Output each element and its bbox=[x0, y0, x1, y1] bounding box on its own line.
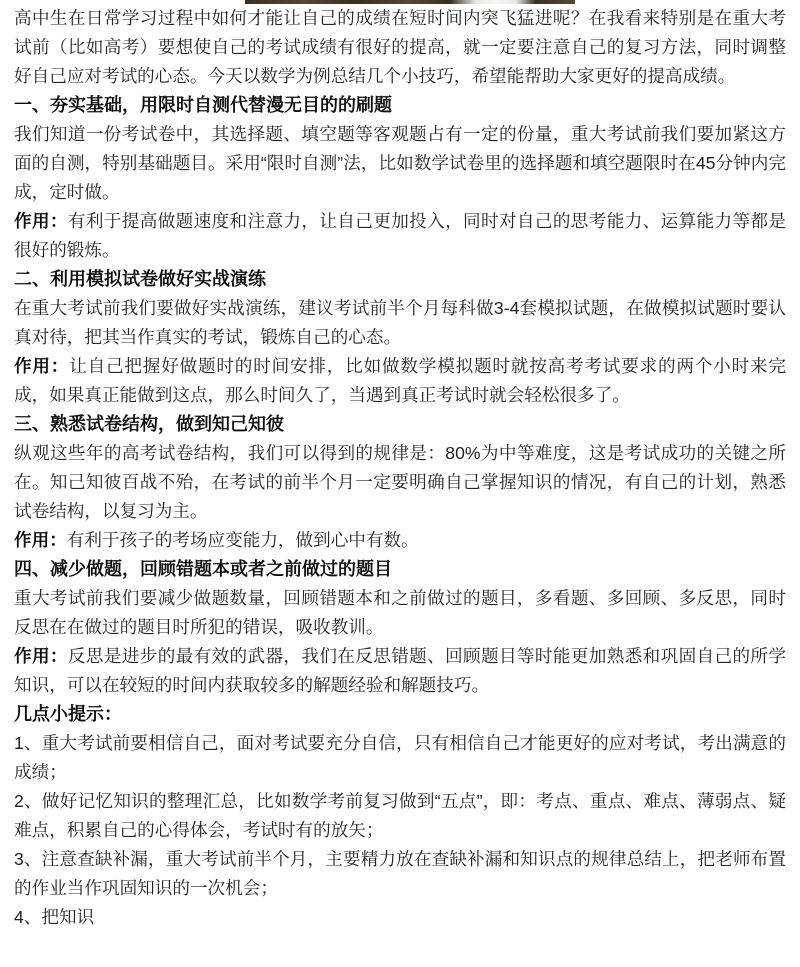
section-heading: 一、夯实基础，用限时自测代替漫无目的的刷题 bbox=[14, 95, 392, 115]
section-heading: 四、减少做题，回顾错题本或者之前做过的题目 bbox=[14, 559, 392, 579]
paragraph: 我们知道一份考试卷中，其选择题、填空题等客观题占有一定的份量，重大考试前我们要加紧这方面的自测，特别基础题目。采用“限时自测”法，比如数学试卷里的选择题和填空题限时在45分钟内完成，定时做。 bbox=[14, 124, 786, 202]
paragraph: 重大考试前我们要减少做题数量，回顾错题本和之前做过的题目，多看题、多回顾、多反思，同时反思在在做过的题目时所犯的错误，吸收教训。 bbox=[14, 588, 786, 637]
paragraph: 3、注意查缺补漏，重大考试前半个月，主要精力放在查缺补漏和知识点的规律总结上，把老师布置的作业当作巩固知识的一次机会； bbox=[14, 849, 786, 898]
effect-paragraph: 作用：有利于孩子的考场应变能力，做到心中有数。 bbox=[14, 530, 419, 550]
paragraph: 4、把知识 bbox=[14, 907, 95, 927]
effect-label: 作用： bbox=[14, 646, 68, 666]
section-heading: 三、熟悉试卷结构，做到知己知彼 bbox=[14, 414, 284, 434]
effect-label: 作用： bbox=[14, 530, 67, 550]
paragraph: 纵观这些年的高考试卷结构，我们可以得到的规律是：80%为中等难度，这是考试成功的关键之所在。知己知彼百战不殆，在考试的前半个月一定要明确自己掌握知识的情况，有自己的计划，熟悉试卷结构，以复习为主。 bbox=[14, 443, 786, 521]
paragraph: 高中生在日常学习过程中如何才能让自己的成绩在短时间内突飞猛进呢？在我看来特别是在重大考试前（比如高考）要想使自己的考试成绩有很好的提高，就一定要注意自己的复习方法，同时调整好自己应对考试的心态。今天以数学为例总结几个小技巧，希望能帮助大家更好的提高成绩。 bbox=[14, 8, 786, 86]
paragraph: 在重大考试前我们要做好实战演练，建议考试前半个月每科做3-4套模拟试题，在做模拟试题时要认真对待，把其当作真实的考试，锻炼自己的心态。 bbox=[14, 298, 786, 347]
effect-label: 作用： bbox=[14, 356, 70, 376]
section-heading: 二、利用模拟试卷做好实战演练 bbox=[14, 269, 266, 289]
effect-paragraph: 作用：让自己把握好做题时的时间安排，比如做数学模拟题时就按高考考试要求的两个小时来完成，如果真正能做到这点，那么时间久了，当遇到真正考试时就会轻松很多了。 bbox=[14, 356, 786, 405]
paragraph: 2、做好记忆知识的整理汇总，比如数学考前复习做到“五点”，即：考点、重点、难点、薄弱点、疑难点，积累自己的心得体会，考试时有的放矢； bbox=[14, 791, 786, 840]
effect-label: 作用： bbox=[14, 211, 68, 231]
section-heading: 几点小提示： bbox=[14, 704, 122, 724]
effect-paragraph: 作用：有利于提高做题速度和注意力，让自己更加投入，同时对自己的思考能力、运算能力等都是很好的锻炼。 bbox=[14, 211, 786, 260]
paragraph: 1、重大考试前要相信自己，面对考试要充分自信，只有相信自己才能更好的应对考试，考出满意的成绩； bbox=[14, 733, 786, 782]
effect-paragraph: 作用：反思是进步的最有效的武器，我们在反思错题、回顾题目等时能更加熟悉和巩固自己的所学知识，可以在较短的时间内获取较多的解题经验和解题技巧。 bbox=[14, 646, 786, 695]
